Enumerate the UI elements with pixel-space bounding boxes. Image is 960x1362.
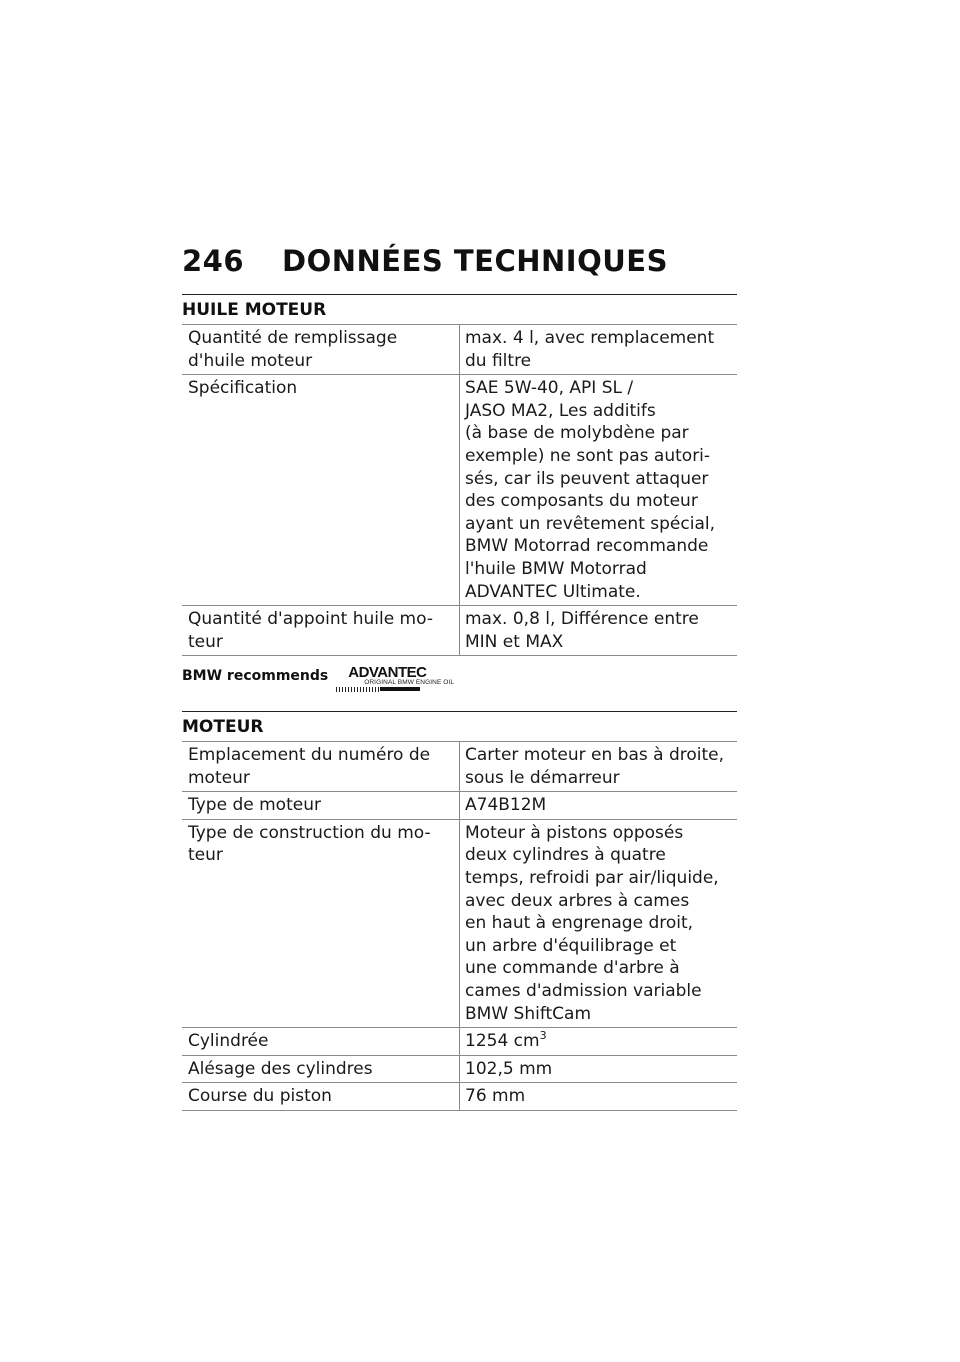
table-row bbox=[182, 375, 737, 606]
engine-section bbox=[182, 711, 737, 1111]
row-value: SAE 5W-40, API SL / JASO MA2, Les additifs (à base de molybdène par exemple) ne sont pas autori- sés, car ils peuvent attaquer des composants du moteur ayant un revêtement spécial, BMW Motorrad recommande l'huile BMW Motorrad ADVANTEC Ultimate. bbox=[460, 375, 738, 606]
logo-bars-icon bbox=[336, 687, 380, 692]
engine-oil-section bbox=[182, 294, 737, 656]
table-row bbox=[182, 1028, 737, 1056]
engine-oil-table bbox=[182, 324, 737, 656]
displacement-unit-exponent: 3 bbox=[539, 1029, 547, 1043]
table-row bbox=[182, 1083, 737, 1111]
row-label: Cylindrée bbox=[182, 1028, 460, 1056]
row-label: Alésage des cylindres bbox=[182, 1055, 460, 1083]
row-label: Quantité de remplissage d'huile moteur bbox=[182, 325, 460, 375]
row-value bbox=[460, 1028, 738, 1056]
row-label: Spécification bbox=[182, 375, 460, 606]
logo-subtitle: ORIGINAL BMW ENGINE OIL bbox=[364, 679, 455, 686]
oil-recommendation bbox=[182, 664, 455, 694]
engine-table bbox=[182, 741, 737, 1111]
table-row bbox=[182, 325, 737, 375]
table-row bbox=[182, 792, 737, 820]
row-value: 76 mm bbox=[460, 1083, 738, 1111]
advantec-logo bbox=[336, 664, 455, 694]
engine-heading: MOTEUR bbox=[182, 711, 737, 741]
logo-bar-icon bbox=[380, 687, 420, 691]
row-value: max. 4 l, avec remplacement du filtre bbox=[460, 325, 738, 375]
logo-word: ADVANTEC bbox=[348, 664, 427, 681]
table-row bbox=[182, 1055, 737, 1083]
row-label: Type de construction du mo- teur bbox=[182, 819, 460, 1027]
page-title bbox=[182, 244, 668, 278]
displacement-value: 1254 cm bbox=[465, 1031, 540, 1052]
row-label: Emplacement du numéro de moteur bbox=[182, 742, 460, 792]
table-row bbox=[182, 742, 737, 792]
table-row bbox=[182, 819, 737, 1027]
recommendation-text: BMW recommends bbox=[182, 668, 329, 684]
row-value: A74B12M bbox=[460, 792, 738, 820]
engine-oil-heading: HUILE MOTEUR bbox=[182, 294, 737, 324]
page-number: 246 bbox=[182, 244, 245, 278]
row-label: Course du piston bbox=[182, 1083, 460, 1111]
row-label: Type de moteur bbox=[182, 792, 460, 820]
row-value: max. 0,8 l, Différence entre MIN et MAX bbox=[460, 606, 738, 656]
chapter-title: DONNÉES TECHNIQUES bbox=[282, 244, 668, 278]
row-value: 102,5 mm bbox=[460, 1055, 738, 1083]
table-row bbox=[182, 606, 737, 656]
row-value: Carter moteur en bas à droite, sous le démarreur bbox=[460, 742, 738, 792]
row-label: Quantité d'appoint huile mo- teur bbox=[182, 606, 460, 656]
row-value: Moteur à pistons opposés deux cylindres à quatre temps, refroidi par air/liquide, avec deux arbres à cames en haut à engrenage droit, un arbre d'équilibrage et une commande d'arbre à cames d'admission variable BMW ShiftCam bbox=[460, 819, 738, 1027]
